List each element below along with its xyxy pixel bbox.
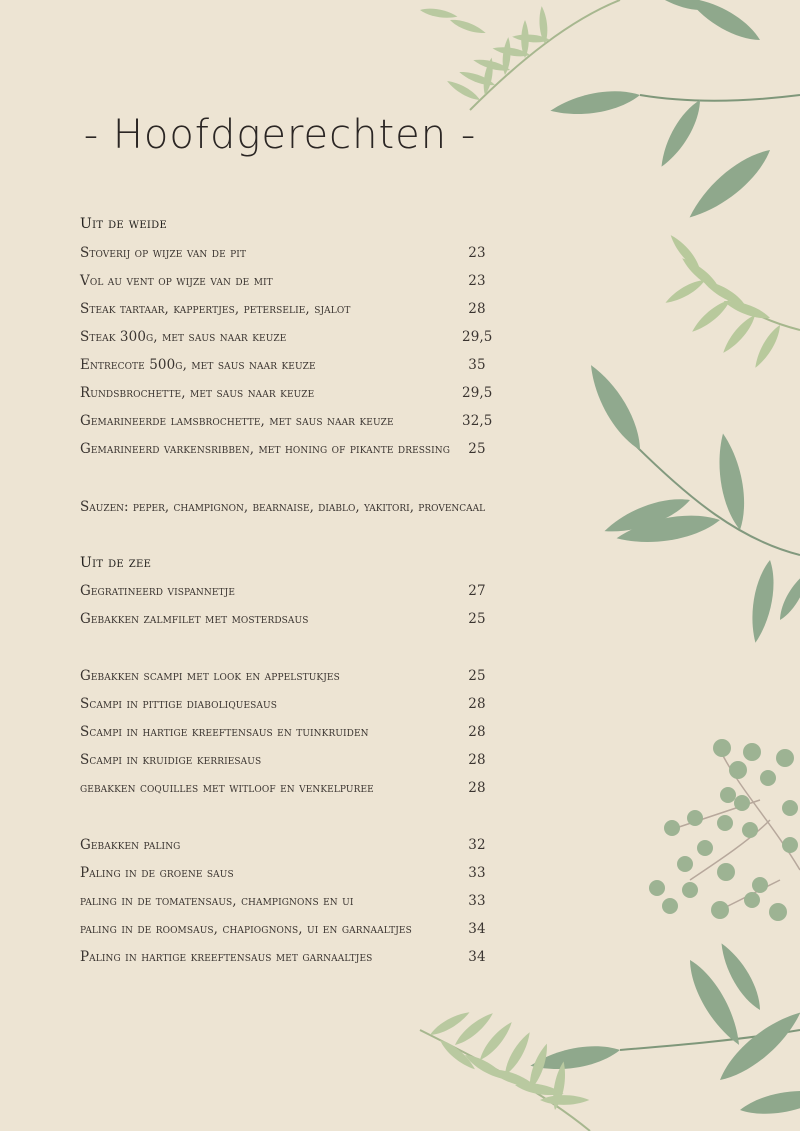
item-name: Paling in hartige kreeftensaus met garnaaltjes xyxy=(80,949,373,965)
right-fern-icon xyxy=(663,232,800,370)
item-price: 33 xyxy=(468,865,486,881)
menu-item xyxy=(80,583,492,599)
bottom-fern-icon xyxy=(420,1008,590,1131)
bottom-right-leaves-icon xyxy=(529,939,800,1119)
item-price: 29,5 xyxy=(462,329,493,345)
section-heading-weide: Uit de weide xyxy=(80,216,168,232)
page-title: - Hoofdgerechten - xyxy=(83,112,477,158)
item-price: 34 xyxy=(468,949,486,965)
item-name: Entrecote 500g, met saus naar keuze xyxy=(80,357,316,373)
item-price: 33 xyxy=(468,893,486,909)
item-name: Scampi in kruidige kerriesaus xyxy=(80,752,262,768)
item-name: Stoverij op wijze van de pit xyxy=(80,245,247,261)
item-price: 28 xyxy=(468,780,486,796)
menu-item xyxy=(80,780,492,796)
menu-item xyxy=(80,752,492,768)
item-price: 35 xyxy=(468,357,486,373)
item-name: Vol au vent op wijze van de mit xyxy=(80,273,273,289)
menu-item xyxy=(80,949,492,965)
menu-item xyxy=(80,357,492,373)
item-price: 28 xyxy=(468,724,486,740)
item-price: 28 xyxy=(468,301,486,317)
item-price: 25 xyxy=(468,441,486,457)
section-heading-zee: Uit de zee xyxy=(80,555,152,571)
item-price: 25 xyxy=(468,668,486,684)
item-price: 25 xyxy=(468,611,486,627)
item-name: Steak tartaar, kappertjes, peterselie, sjalot xyxy=(80,301,351,317)
sauces-note: Sauzen: peper, champignon, bearnaise, diablo, yakitori, provencaal xyxy=(80,499,486,515)
menu-item xyxy=(80,611,492,627)
item-price: 29,5 xyxy=(462,385,493,401)
item-name: Gemarineerde lamsbrochette, met saus naar keuze xyxy=(80,413,394,429)
top-fern-icon xyxy=(419,0,620,110)
menu-item xyxy=(80,668,492,684)
menu-item xyxy=(80,329,492,345)
item-name: Gebakken scampi met look en appelstukjes xyxy=(80,668,340,684)
menu-item xyxy=(80,301,492,317)
menu-item xyxy=(80,921,492,937)
item-name: Gemarineerd varkensribben, met honing of pikante dressing xyxy=(80,441,451,457)
menu-item xyxy=(80,273,492,289)
menu-item xyxy=(80,385,492,401)
item-price: 27 xyxy=(468,583,486,599)
berries-icon xyxy=(649,739,800,921)
item-name: Gegratineerd vispannetje xyxy=(80,583,236,599)
top-right-leaves-icon xyxy=(549,0,800,226)
item-name: Scampi in pittige diaboliquesaus xyxy=(80,696,277,712)
item-price: 28 xyxy=(468,752,486,768)
item-name: paling in de tomatensaus, champignons en ui xyxy=(80,893,354,909)
item-price: 34 xyxy=(468,921,486,937)
menu-item xyxy=(80,893,492,909)
item-price: 32 xyxy=(468,837,486,853)
menu-item xyxy=(80,441,492,457)
item-price: 28 xyxy=(468,696,486,712)
item-name: Paling in de groene saus xyxy=(80,865,234,881)
item-price: 23 xyxy=(468,245,486,261)
menu-item xyxy=(80,245,492,261)
menu-item xyxy=(80,837,492,853)
menu-item xyxy=(80,724,492,740)
menu-item xyxy=(80,696,492,712)
item-name: Scampi in hartige kreeftensaus en tuinkruiden xyxy=(80,724,369,740)
item-name: Steak 300g, met saus naar keuze xyxy=(80,329,287,345)
item-name: gebakken coquilles met witloof en venkelpuree xyxy=(80,780,374,796)
item-name: Rundsbrochette, met saus naar keuze xyxy=(80,385,315,401)
item-price: 23 xyxy=(468,273,486,289)
item-price: 32,5 xyxy=(462,413,493,429)
right-leaves-icon xyxy=(582,360,800,644)
item-name: paling in de roomsaus, chapiognons, ui en garnaaltjes xyxy=(80,921,412,937)
menu-item xyxy=(80,865,492,881)
menu-item xyxy=(80,413,492,429)
item-name: Gebakken paling xyxy=(80,837,181,853)
item-name: Gebakken zalmfilet met mosterdsaus xyxy=(80,611,309,627)
